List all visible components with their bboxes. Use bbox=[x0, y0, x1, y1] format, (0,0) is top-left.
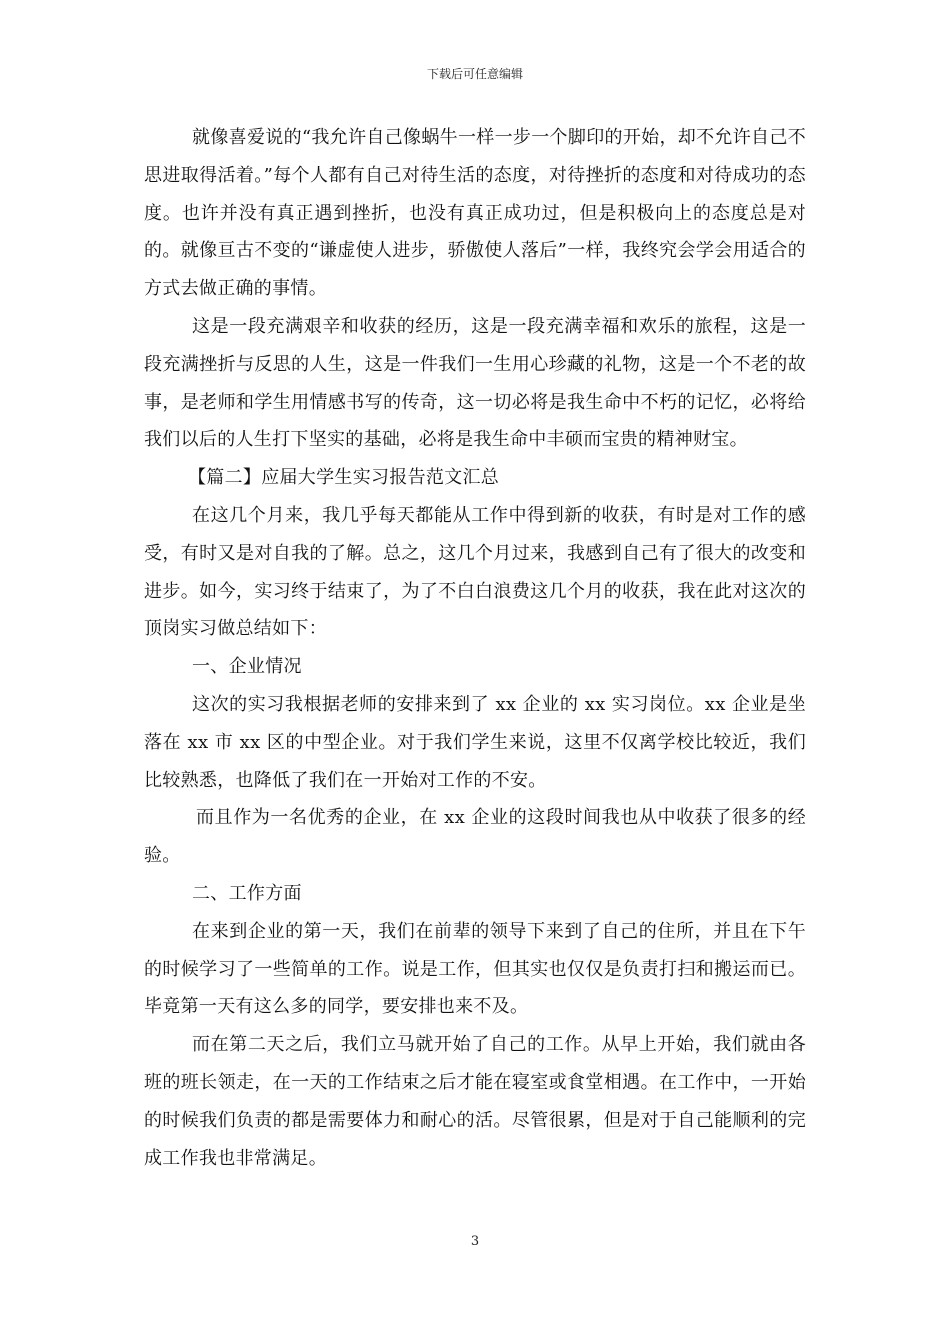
section-title-part-two: 【篇二】应届大学生实习报告范文汇总 bbox=[188, 467, 500, 489]
paragraph-experience-summary: 这是一段充满艰辛和收获的经历，这是一段充满幸福和欢乐的旅程，这是一段充满挫折与反思的人生，这是一件我们一生用心珍藏的礼物，这是一个不老的故事，是老师和学生用情感书写的传奇，这一切必将是我生命中不朽的记忆，必将给我们以后的人生打下坚实的基础，必将是我生命中丰硕而宝贵的精神财宝。 bbox=[144, 315, 806, 451]
subheading-work-aspects: 二、工作方面 bbox=[192, 882, 302, 904]
paragraph-snail-quote: 就像喜爱说的“我允许自己像蜗牛一样一步一个脚印的开始，却不允许自己不思进取得活着。”每个人都有自己对待生活的态度，对待挫折的态度和对待成功的态度。也许并没有真正遇到挫折，也没有真正成功过，但是积极向上的态度总是对的。就像亘古不变的“谦虚使人进步，骄傲使人落后”一样，我终究会学会用适合的方式去做正确的事情。 bbox=[144, 127, 806, 300]
paragraph-company-experience: 而且作为一名优秀的企业，在 xx 企业的这段时间我也从中收获了很多的经验。 bbox=[144, 807, 806, 867]
paragraph-second-day: 而在第二天之后，我们立马就开始了自己的工作。从早上开始，我们就由各班的班长领走，在一天的工作结束之后才能在寝室或食堂相遇。在工作中，一开始的时候我们负责的都是需要体力和耐心的活。尽管很累，但是对于自己能顺利的完成工作我也非常满足。 bbox=[144, 1034, 806, 1169]
paragraph-internship-intro: 在这几个月来，我几乎每天都能从工作中得到新的收获，有时是对工作的感受，有时又是对自我的了解。总之，这几个月过来，我感到自己有了很大的改变和进步。如今，实习终于结束了，为了不白白浪费这几个月的收获，我在此对这次的顶岗实习做总结如下： bbox=[144, 504, 806, 640]
paragraph-first-day: 在来到企业的第一天，我们在前辈的领导下来到了自己的住所，并且在下午的时候学习了一些简单的工作。说是工作，但其实也仅仅是负责打扫和搬运而已。毕竟第一天有这么多的同学，要安排也来不及。 bbox=[144, 920, 806, 1018]
document-body bbox=[144, 119, 806, 1177]
page-number: 3 bbox=[470, 1234, 480, 1249]
paragraph-company-description: 这次的实习我根据老师的安排来到了 xx 企业的 xx 实习岗位。xx 企业是坐落在 xx 市 xx 区的中型企业。对于我们学生来说，这里不仅离学校比较近，我们比较熟悉，也降低了我们在一开始对工作的不安。 bbox=[144, 693, 806, 791]
subheading-company-situation: 一、企业情况 bbox=[192, 656, 302, 678]
page-header: 下载后可任意编辑 bbox=[426, 67, 523, 81]
